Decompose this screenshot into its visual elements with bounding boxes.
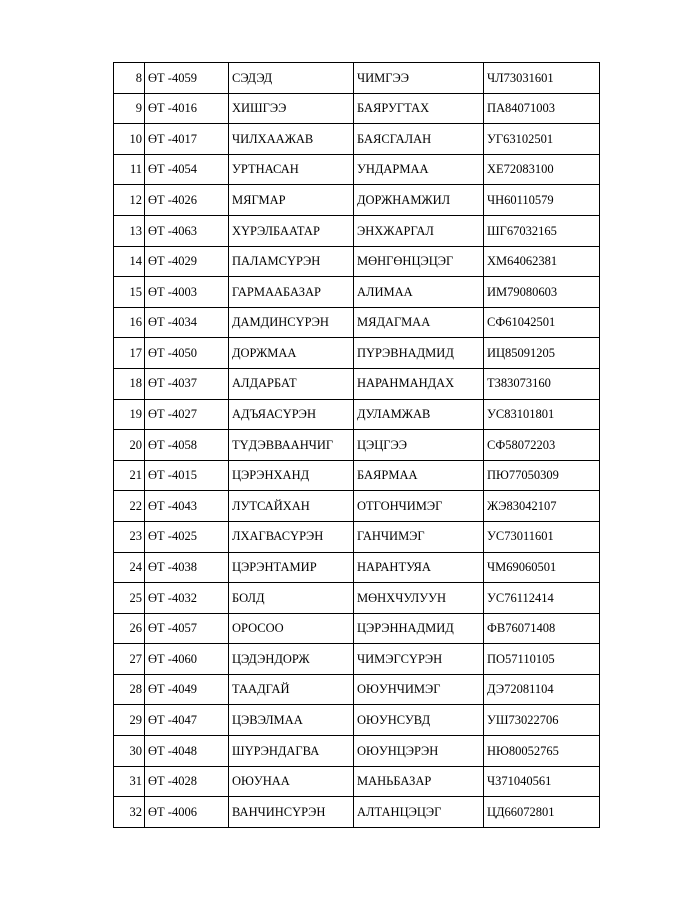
table-row [114,521,600,552]
code-cell: ӨТ -4026 [145,185,229,216]
given-name-cell: МЯДАГМАА [354,307,484,338]
table-row [114,644,600,675]
table-row [114,460,600,491]
registration-cell: УШ73022706 [484,705,600,736]
family-name-cell: ПАЛАМСҮРЭН [229,246,354,277]
table-row [114,491,600,522]
code-cell: ӨТ -4049 [145,674,229,705]
table-row [114,307,600,338]
row-number: 29 [114,705,145,736]
family-name-cell: ТААДГАЙ [229,674,354,705]
row-number: 10 [114,124,145,155]
table-row [114,124,600,155]
table-row [114,797,600,828]
code-cell: ӨТ -4032 [145,583,229,614]
row-number: 20 [114,430,145,461]
registration-cell: ПА84071003 [484,93,600,124]
given-name-cell: ОЮУНСУВД [354,705,484,736]
table-row [114,63,600,94]
given-name-cell: ПҮРЭВНАДМИД [354,338,484,369]
row-number: 18 [114,368,145,399]
registration-cell: ЧЛ73031601 [484,63,600,94]
family-name-cell: ЦЭРЭНХАНД [229,460,354,491]
family-name-cell: СЭДЭД [229,63,354,94]
given-name-cell: ЦЭРЭННАДМИД [354,613,484,644]
table-row [114,246,600,277]
family-name-cell: МЯГМАР [229,185,354,216]
given-name-cell: ОЮУНЧИМЭГ [354,674,484,705]
code-cell: ӨТ -4063 [145,215,229,246]
given-name-cell: ЭНХЖАРГАЛ [354,215,484,246]
code-cell: ӨТ -4029 [145,246,229,277]
table-row [114,705,600,736]
code-cell: ӨТ -4037 [145,368,229,399]
registration-cell: ЧМ69060501 [484,552,600,583]
registration-cell: УС73011601 [484,521,600,552]
roster-table [113,62,600,828]
code-cell: ӨТ -4028 [145,766,229,797]
registration-cell: УГ63102501 [484,124,600,155]
family-name-cell: ДОРЖМАА [229,338,354,369]
table-row [114,215,600,246]
registration-cell: СФ58072203 [484,430,600,461]
table-row [114,583,600,614]
row-number: 32 [114,797,145,828]
registration-cell: ЖЭ83042107 [484,491,600,522]
table-row [114,674,600,705]
row-number: 21 [114,460,145,491]
row-number: 25 [114,583,145,614]
row-number: 8 [114,63,145,94]
row-number: 11 [114,154,145,185]
registration-cell: ПЮ77050309 [484,460,600,491]
family-name-cell: ЛХАГВАСҮРЭН [229,521,354,552]
registration-cell: ТЗ83073160 [484,368,600,399]
family-name-cell: ГАРМААБАЗАР [229,277,354,308]
given-name-cell: МӨНХЧУЛУУН [354,583,484,614]
row-number: 9 [114,93,145,124]
family-name-cell: ОРОСОО [229,613,354,644]
registration-cell: НЮ80052765 [484,736,600,767]
family-name-cell: ХҮРЭЛБААТАР [229,215,354,246]
registration-cell: УС76112414 [484,583,600,614]
registration-cell: УС83101801 [484,399,600,430]
table-row [114,766,600,797]
table-row [114,399,600,430]
code-cell: ӨТ -4048 [145,736,229,767]
given-name-cell: БАЯСГАЛАН [354,124,484,155]
registration-cell: ХЕ72083100 [484,154,600,185]
code-cell: ӨТ -4015 [145,460,229,491]
given-name-cell: НАРАНМАНДАХ [354,368,484,399]
family-name-cell: УРТНАСАН [229,154,354,185]
given-name-cell: ГАНЧИМЭГ [354,521,484,552]
given-name-cell: ДОРЖНАМЖИЛ [354,185,484,216]
table-row [114,338,600,369]
family-name-cell: ДАМДИНСҮРЭН [229,307,354,338]
family-name-cell: ОЮУНАА [229,766,354,797]
table-row [114,736,600,767]
code-cell: ӨТ -4059 [145,63,229,94]
code-cell: ӨТ -4054 [145,154,229,185]
family-name-cell: ЦЭДЭНДОРЖ [229,644,354,675]
row-number: 12 [114,185,145,216]
row-number: 24 [114,552,145,583]
table-row [114,430,600,461]
family-name-cell: ЛУТСАЙХАН [229,491,354,522]
table-row [114,277,600,308]
given-name-cell: БАЯРУГТАХ [354,93,484,124]
code-cell: ӨТ -4025 [145,521,229,552]
code-cell: ӨТ -4016 [145,93,229,124]
family-name-cell: АДЪЯАСҮРЭН [229,399,354,430]
code-cell: ӨТ -4057 [145,613,229,644]
registration-cell: ИЦ85091205 [484,338,600,369]
roster-body [114,63,600,828]
row-number: 17 [114,338,145,369]
code-cell: ӨТ -4058 [145,430,229,461]
code-cell: ӨТ -4043 [145,491,229,522]
row-number: 26 [114,613,145,644]
registration-cell: ШГ67032165 [484,215,600,246]
registration-cell: СФ61042501 [484,307,600,338]
given-name-cell: ЧИМЭГСҮРЭН [354,644,484,675]
code-cell: ӨТ -4050 [145,338,229,369]
code-cell: ӨТ -4017 [145,124,229,155]
given-name-cell: ЧИМГЭЭ [354,63,484,94]
given-name-cell: МАНЬБАЗАР [354,766,484,797]
row-number: 14 [114,246,145,277]
table-row [114,552,600,583]
family-name-cell: ЧИЛХААЖАВ [229,124,354,155]
family-name-cell: БОЛД [229,583,354,614]
given-name-cell: МӨНГӨНЦЭЦЭГ [354,246,484,277]
family-name-cell: ШҮРЭНДАГВА [229,736,354,767]
row-number: 23 [114,521,145,552]
registration-cell: ФВ76071408 [484,613,600,644]
table-row [114,185,600,216]
code-cell: ӨТ -4034 [145,307,229,338]
registration-cell: ЧЗ71040561 [484,766,600,797]
given-name-cell: АЛИМАА [354,277,484,308]
registration-cell: ПО57110105 [484,644,600,675]
code-cell: ӨТ -4006 [145,797,229,828]
given-name-cell: ДУЛАМЖАВ [354,399,484,430]
registration-cell: ИМ79080603 [484,277,600,308]
table-row [114,368,600,399]
table-row [114,93,600,124]
row-number: 19 [114,399,145,430]
row-number: 31 [114,766,145,797]
family-name-cell: АЛДАРБАТ [229,368,354,399]
family-name-cell: ЦЭРЭНТАМИР [229,552,354,583]
family-name-cell: ХИШГЭЭ [229,93,354,124]
family-name-cell: ЦЭВЭЛМАА [229,705,354,736]
registration-cell: ЧН60110579 [484,185,600,216]
code-cell: ӨТ -4038 [145,552,229,583]
given-name-cell: УНДАРМАА [354,154,484,185]
given-name-cell: ОЮУНЦЭРЭН [354,736,484,767]
row-number: 22 [114,491,145,522]
family-name-cell: ТҮДЭВВААНЧИГ [229,430,354,461]
registration-cell: ЦД66072801 [484,797,600,828]
row-number: 27 [114,644,145,675]
given-name-cell: ЦЭЦГЭЭ [354,430,484,461]
given-name-cell: НАРАНТУЯА [354,552,484,583]
row-number: 13 [114,215,145,246]
code-cell: ӨТ -4027 [145,399,229,430]
registration-cell: ДЭ72081104 [484,674,600,705]
given-name-cell: АЛТАНЦЭЦЭГ [354,797,484,828]
family-name-cell: ВАНЧИНСҮРЭН [229,797,354,828]
code-cell: ӨТ -4060 [145,644,229,675]
given-name-cell: БАЯРМАА [354,460,484,491]
table-row [114,154,600,185]
code-cell: ӨТ -4047 [145,705,229,736]
row-number: 15 [114,277,145,308]
given-name-cell: ОТГОНЧИМЭГ [354,491,484,522]
row-number: 30 [114,736,145,767]
code-cell: ӨТ -4003 [145,277,229,308]
table-row [114,613,600,644]
row-number: 16 [114,307,145,338]
registration-cell: ХМ64062381 [484,246,600,277]
row-number: 28 [114,674,145,705]
